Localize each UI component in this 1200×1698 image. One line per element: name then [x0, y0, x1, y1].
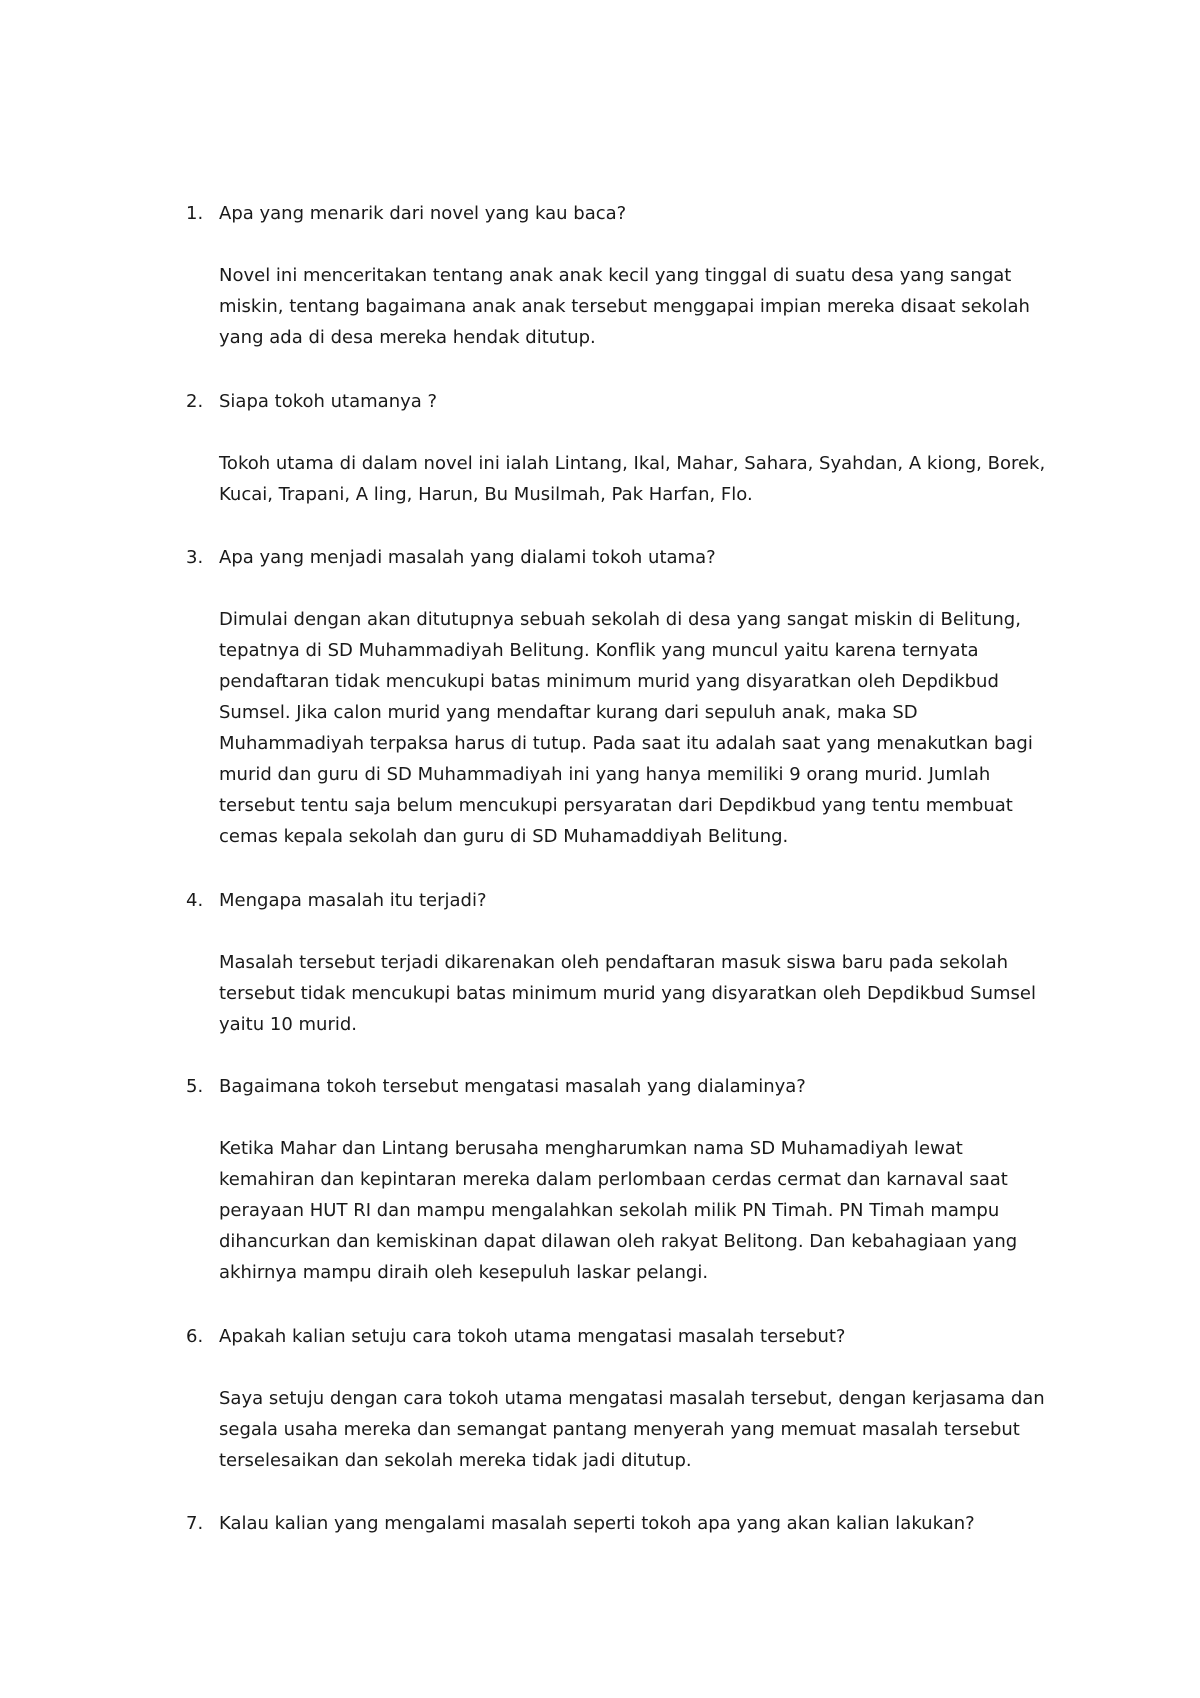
answer-line: Dimulai dengan akan ditutupnya sebuah sekolah di desa yang sangat miskin di Belitung, — [219, 609, 1021, 630]
question-number: 4. — [186, 890, 204, 911]
answer-line: Novel ini menceritakan tentang anak anak kecil yang tinggal di suatu desa yang sangat — [219, 265, 1012, 286]
answer-line: Muhammadiyah terpaksa harus di tutup. Pada saat itu adalah saat yang menakutkan bagi — [219, 733, 1033, 754]
answer-line: segala usaha mereka dan semangat pantang menyerah yang memuat masalah tersebut — [219, 1419, 1020, 1440]
answer-line: Masalah tersebut terjadi dikarenakan oleh pendaftaran masuk siswa baru pada sekolah — [219, 952, 1009, 973]
answer-line: yaitu 10 murid. — [219, 1014, 357, 1035]
question-text: Mengapa masalah itu terjadi? — [219, 890, 487, 911]
question-text: Kalau kalian yang mengalami masalah seperti tokoh apa yang akan kalian lakukan? — [219, 1513, 975, 1534]
answer-line: Saya setuju dengan cara tokoh utama mengatasi masalah tersebut, dengan kerjasama dan — [219, 1388, 1045, 1409]
answer-line: akhirnya mampu diraih oleh kesepuluh laskar pelangi. — [219, 1262, 709, 1283]
answer-line: Tokoh utama di dalam novel ini ialah Lintang, Ikal, Mahar, Sahara, Syahdan, A kiong, Borek, — [219, 453, 1046, 474]
answer-line: Ketika Mahar dan Lintang berusaha mengharumkan nama SD Muhamadiyah lewat — [219, 1138, 963, 1159]
answer-paragraph — [219, 604, 1079, 852]
answer-line: murid dan guru di SD Muhammadiyah ini yang hanya memiliki 9 orang murid. Jumlah — [219, 764, 991, 785]
answer-line: Sumsel. Jika calon murid yang mendaftar kurang dari sepuluh anak, maka SD — [219, 702, 918, 723]
question-number: 5. — [186, 1076, 204, 1097]
answer-line: yang ada di desa mereka hendak ditutup. — [219, 327, 596, 348]
answer-paragraph — [219, 1133, 1079, 1288]
answer-line: tersebut tidak mencukupi batas minimum murid yang disyaratkan oleh Depdikbud Sumsel — [219, 983, 1036, 1004]
question-number: 7. — [186, 1513, 204, 1534]
question-text: Siapa tokoh utamanya ? — [219, 391, 438, 412]
question-number: 2. — [186, 391, 204, 412]
answer-paragraph — [219, 1383, 1079, 1476]
answer-line: Kucai, Trapani, A ling, Harun, Bu Musilmah, Pak Harfan, Flo. — [219, 484, 753, 505]
question-number: 6. — [186, 1326, 204, 1347]
answer-paragraph — [219, 260, 1079, 353]
answer-line: miskin, tentang bagaimana anak anak tersebut menggapai impian mereka disaat sekolah — [219, 296, 1030, 317]
answer-paragraph — [219, 448, 1079, 510]
answer-line: cemas kepala sekolah dan guru di SD Muhamaddiyah Belitung. — [219, 826, 789, 847]
answer-line: tersebut tentu saja belum mencukupi persyaratan dari Depdikbud yang tentu membuat — [219, 795, 1013, 816]
answer-line: pendaftaran tidak mencukupi batas minimum murid yang disyaratkan oleh Depdikbud — [219, 671, 999, 692]
answer-line: perayaan HUT RI dan mampu mengalahkan sekolah milik PN Timah. PN Timah mampu — [219, 1200, 1000, 1221]
answer-line: terselesaikan dan sekolah mereka tidak jadi ditutup. — [219, 1450, 692, 1471]
answer-line: tepatnya di SD Muhammadiyah Belitung. Konflik yang muncul yaitu karena ternyata — [219, 640, 979, 661]
question-number: 1. — [186, 203, 204, 224]
question-text: Apakah kalian setuju cara tokoh utama mengatasi masalah tersebut? — [219, 1326, 846, 1347]
answer-paragraph — [219, 947, 1079, 1040]
question-text: Apa yang menarik dari novel yang kau baca? — [219, 203, 627, 224]
answer-line: dihancurkan dan kemiskinan dapat dilawan oleh rakyat Belitong. Dan kebahagiaan yang — [219, 1231, 1018, 1252]
question-text: Bagaimana tokoh tersebut mengatasi masalah yang dialaminya? — [219, 1076, 806, 1097]
answer-line: kemahiran dan kepintaran mereka dalam perlombaan cerdas cermat dan karnaval saat — [219, 1169, 1008, 1190]
question-number: 3. — [186, 547, 204, 568]
question-text: Apa yang menjadi masalah yang dialami tokoh utama? — [219, 547, 716, 568]
